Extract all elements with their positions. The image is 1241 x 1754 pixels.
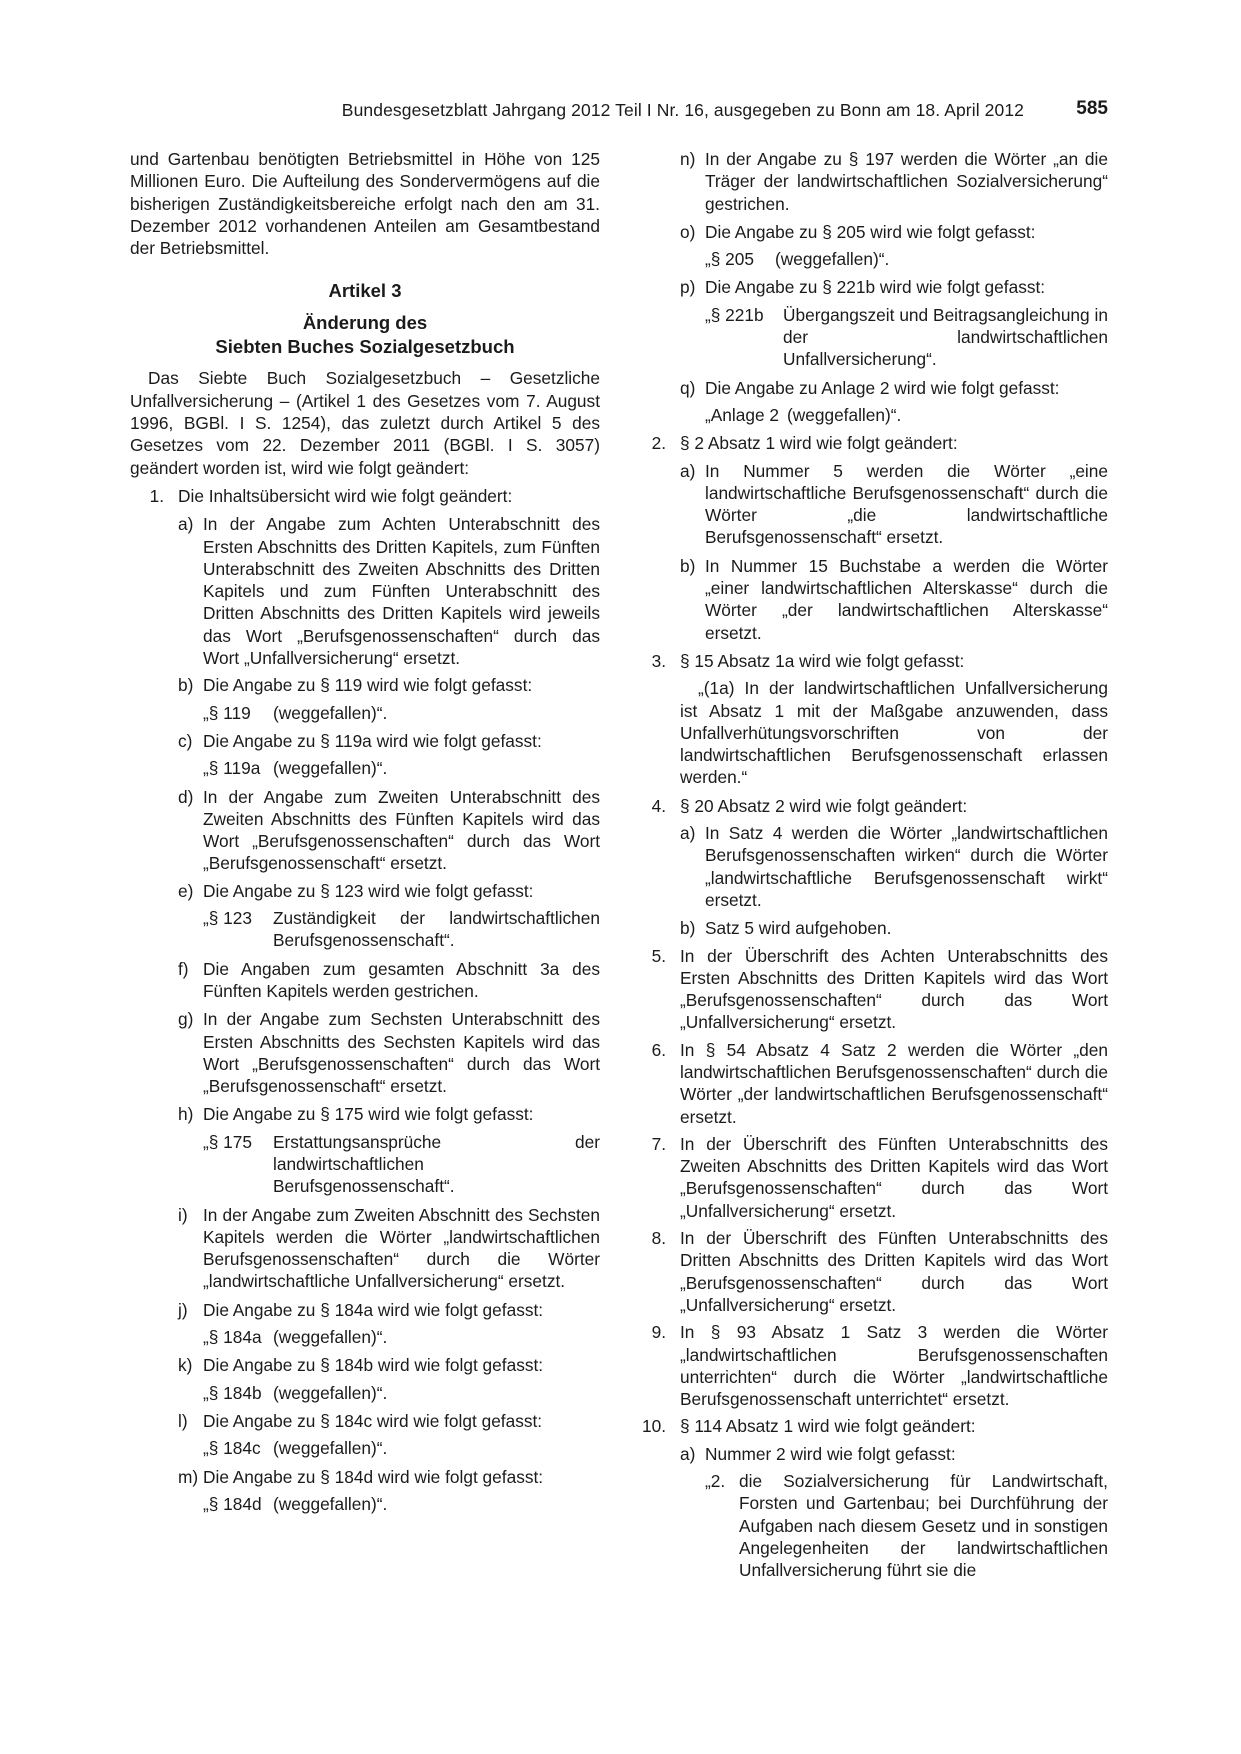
list-number: 9.: [651, 1322, 666, 1343]
sublist-label: a): [680, 460, 696, 481]
list-item-5: [638, 945, 1108, 1034]
right-column: [638, 148, 1108, 1582]
sublist-item-c: [178, 730, 600, 752]
quoted-text: (weggefallen)“.: [273, 1382, 388, 1403]
list-number: 5.: [651, 945, 666, 966]
left-column: [130, 148, 600, 1515]
sublist-item-j: [178, 1299, 600, 1321]
sublist-label: b): [680, 555, 696, 576]
sublist-text: In der Angabe zum Zweiten Unterabschnitt des Zweiten Abschnitts des Fünften Kapitels wird das Wort „Berufsgenossenschaften“ durch das Wort „Berufsgenossenschaft“ ersetzt.: [203, 786, 600, 874]
quoted-label: „§ 184b: [203, 1382, 262, 1403]
sublist-item-b: [680, 917, 1108, 939]
page-number: 585: [1076, 98, 1108, 119]
quoted-label: „§ 205: [705, 249, 755, 270]
list-number: 3.: [651, 650, 666, 671]
quoted-label: „§ 184d: [203, 1493, 262, 1514]
sublist-text: In der Angabe zum Sechsten Unterabschnitt des Ersten Abschnitts des Sechsten Kapitels wird das Wort „Berufsgenossenschaften“ durch das Wort „Berufsgenossenschaft“ ersetzt.: [203, 1009, 600, 1097]
list-item-10: [638, 1415, 1108, 1437]
sublist-item-m: [178, 1466, 600, 1488]
sublist-label: i): [178, 1204, 188, 1225]
list-text: § 2 Absatz 1 wird wie folgt geändert:: [680, 433, 958, 454]
sublist-label: a): [178, 514, 194, 535]
sublist-item-d: [178, 786, 600, 875]
sublist-text: Die Angabe zu § 184a wird wie folgt gefasst:: [203, 1299, 544, 1320]
quoted-label: „§ 123: [203, 908, 253, 929]
list-text: In der Überschrift des Achten Unterabschnitts des Ersten Abschnitts des Dritten Kapitels wird das Wort „Berufsgenossenschaften“ durch das Wort „Unfallversicherung“ ersetzt.: [680, 945, 1108, 1033]
page-header: [130, 100, 1108, 126]
sublist-text: Die Angabe zu § 119 wird wie folgt gefasst:: [203, 675, 533, 696]
list-item-9: [638, 1321, 1108, 1410]
sublist-text: In Nummer 5 werden die Wörter „eine landwirtschaftliche Berufsgenossenschaft“ durch die Wörter „die landwirtschaftliche Berufsgenossenschaft“ ersetzt.: [705, 460, 1108, 548]
list-number: 6.: [651, 1039, 666, 1060]
quoted-entry: [705, 248, 1108, 270]
list-item-4: [638, 795, 1108, 817]
sublist-label: n): [680, 149, 696, 169]
sublist-text: Die Angabe zu § 175 wird wie folgt gefasst:: [203, 1104, 534, 1125]
sublist-text: Die Angaben zum gesamten Abschnitt 3a des Fünften Kapitels werden gestrichen.: [203, 958, 600, 1001]
article-subtitle-line-2: Siebten Buches Sozialgesetzbuch: [215, 335, 515, 357]
quoted-entry: [203, 757, 600, 779]
sublist-text: Die Angabe zu Anlage 2 wird wie folgt gefasst:: [705, 377, 1060, 398]
quoted-entry: [203, 907, 600, 952]
list-item-2: [638, 432, 1108, 454]
quoted-entry: [203, 1437, 600, 1459]
sublist-label: b): [178, 675, 194, 696]
sublist-item-i: [178, 1204, 600, 1293]
quoted-entry: [203, 1131, 600, 1198]
sublist-label: a): [680, 1443, 696, 1464]
running-header: Bundesgesetzblatt Jahrgang 2012 Teil I Nr. 16, ausgegeben zu Bonn am 18. April 2012: [341, 100, 1024, 120]
sublist-item-q: [680, 377, 1108, 399]
sublist-label: k): [178, 1355, 193, 1376]
sublist-label: d): [178, 786, 194, 807]
quoted-text: (weggefallen)“.: [273, 758, 388, 779]
sublist-item-l: [178, 1410, 600, 1432]
sublist-4: [680, 822, 1108, 939]
list-item-3: [638, 650, 1108, 672]
sublist-text: Die Angabe zu § 119a wird wie folgt gefasst:: [203, 730, 542, 751]
sublist-text: Die Angabe zu § 184c wird wie folgt gefasst:: [203, 1410, 543, 1431]
list-text: In § 93 Absatz 1 Satz 3 werden die Wörter „landwirtschaftlichen Berufsgenossenschaften unterrichten“ durch die Wörter „landwirtschaftliche Berufsgenossenschaft unterrichtet“ ersetzt.: [680, 1322, 1108, 1410]
sublist-item-p: [680, 276, 1108, 298]
quoted-entry: [203, 1326, 600, 1348]
sublist-text: In der Angabe zu § 197 werden die Wörter „an die Träger der landwirtschaftlichen Sozialversicherung“ gestrichen.: [705, 149, 1108, 214]
sublist-label: m): [178, 1466, 199, 1487]
sublist-label: a): [680, 823, 696, 844]
quoted-label: „§ 175: [203, 1131, 253, 1152]
sublist-text: Die Angabe zu § 205 wird wie folgt gefasst:: [705, 221, 1036, 242]
sublist-text: Die Angabe zu § 184b wird wie folgt gefasst:: [203, 1355, 544, 1376]
article-title: Artikel 3: [328, 280, 402, 302]
sublist-10: [680, 1443, 1108, 1582]
sublist-1: [178, 513, 600, 1515]
quoted-text: Übergangszeit und Beitragsangleichung in der landwirtschaftlichen Unfallversicherung“.: [783, 304, 1108, 370]
list-text: In § 54 Absatz 4 Satz 2 werden die Wörter „den landwirtschaftlichen Berufsgenossenschaften“ durch die Wörter „der landwirtschaftlichen Berufsgenossenschaft“ ersetzt.: [680, 1039, 1108, 1127]
quoted-label: „§ 221b: [705, 304, 764, 325]
quoted-text: (weggefallen)“.: [273, 1493, 388, 1514]
list-item-8: [638, 1227, 1108, 1316]
quoted-entry: [203, 1493, 600, 1515]
list-text: § 15 Absatz 1a wird wie folgt gefasst:: [680, 650, 965, 671]
sublist-item-b: [680, 555, 1108, 644]
list-item-1: [130, 485, 600, 507]
sublist-text: In Satz 4 werden die Wörter „landwirtschaftlichen Berufsgenossenschaften wirken“ durch die Wörter „landwirtschaftliche Berufsgenossenschaft wirkt“ ersetzt.: [705, 823, 1108, 910]
quoted-label: „Anlage 2: [705, 404, 779, 425]
quoted-label: „§ 119a: [203, 758, 261, 779]
quoted-text: (weggefallen)“.: [273, 702, 388, 723]
sublist-label: l): [178, 1410, 188, 1431]
list-text: Die Inhaltsübersicht wird wie folgt geändert:: [178, 485, 513, 506]
quoted-text: (weggefallen)“.: [787, 404, 902, 425]
list-item-7: [638, 1133, 1108, 1222]
sublist-text: Die Angabe zu § 123 wird wie folgt gefasst:: [203, 880, 534, 901]
quoted-entry: [203, 702, 600, 724]
sublist-label: h): [178, 1104, 194, 1125]
quoted-entry: [705, 304, 1108, 371]
preamble-paragraph: Das Siebte Buch Sozialgesetzbuch – Gesetzliche Unfallversicherung – (Artikel 1 des Gesetzes vom 7. August 1996, BGBl. I S. 1254), das zuletzt durch Artikel 5 des Gesetzes vom 22. Dezember 2011 (BGBl. I S. 3057) geändert worden ist, wird wie folgt geändert:: [130, 368, 600, 478]
quoted-label: „§ 184a: [203, 1327, 262, 1348]
list-number: 4.: [651, 795, 666, 816]
sublist-text: Satz 5 wird aufgehoben.: [705, 918, 892, 939]
quoted-entry: [203, 1382, 600, 1404]
quoted-label: „2.: [705, 1471, 726, 1492]
quoted-text: die Sozialversicherung für Landwirtschaft, Forsten und Gartenbau; bei Durchführung der Aufgaben nach diesem Gesetz und in sonstigen Angelegenheiten der landwirtschaftlichen Unfallversicherung führt sie die: [739, 1471, 1108, 1581]
sublist-text: Die Angabe zu § 221b wird wie folgt gefasst:: [705, 277, 1046, 298]
sublist-label: e): [178, 880, 194, 901]
list-number: 2.: [651, 433, 666, 454]
sublist-text: In der Angabe zum Zweiten Abschnitt des Sechsten Kapitels werden die Wörter „landwirtschaftlichen Berufsgenossenschaften“ durch die Wörter „landwirtschaftliche Unfallversicherung“ ersetzt.: [203, 1204, 600, 1292]
sublist-2: [680, 460, 1108, 644]
sublist-item-g: [178, 1008, 600, 1097]
sublist-item-a: [680, 822, 1108, 911]
sublist-item-a: [680, 1443, 1108, 1465]
intro-paragraph: und Gartenbau benötigten Betriebsmittel in Höhe von 125 Millionen Euro. Die Aufteilung des Sondervermögens auf die bisherigen Zuständigkeitsbereiche erfolgt nach den am 31. Dezember 2012 vorhandenen Anteilen am Gesamtbestand der Betriebsmittel.: [130, 149, 600, 259]
sublist-item-a: [680, 460, 1108, 549]
sublist-text: Nummer 2 wird wie folgt gefasst:: [705, 1443, 956, 1464]
sublist-label: c): [178, 730, 193, 751]
quoted-text: (weggefallen)“.: [775, 249, 890, 270]
quoted-text: Erstattungsansprüche der landwirtschaftlichen Berufsgenossenschaft“.: [273, 1131, 600, 1197]
sublist-text: In Nummer 15 Buchstabe a werden die Wörter „einer landwirtschaftlichen Alterskasse“ durch die Wörter „der landwirtschaftlichen Alterskasse“ ersetzt.: [705, 555, 1108, 643]
sublist-1-continued: [680, 148, 1108, 426]
quoted-label: „§ 119: [203, 702, 251, 723]
sublist-text: Die Angabe zu § 184d wird wie folgt gefasst:: [203, 1466, 544, 1487]
sublist-item-a: [178, 513, 600, 669]
list-text: § 114 Absatz 1 wird wie folgt geändert:: [680, 1416, 976, 1437]
quoted-label: „§ 184c: [203, 1438, 261, 1459]
sublist-label: p): [680, 277, 696, 298]
quoted-entry: [705, 404, 1108, 426]
sublist-label: j): [178, 1299, 188, 1320]
quoted-entry: [705, 1470, 1108, 1581]
list-number: 8.: [651, 1228, 666, 1249]
sublist-item-f: [178, 958, 600, 1003]
sublist-item-b: [178, 674, 600, 696]
quoted-text: (weggefallen)“.: [273, 1438, 388, 1459]
article-subtitle-line-1: Änderung des: [302, 312, 428, 334]
list-text: § 20 Absatz 2 wird wie folgt geändert:: [680, 795, 968, 816]
sublist-label: q): [680, 377, 696, 398]
sublist-label: g): [178, 1009, 194, 1030]
quoted-text: (weggefallen)“.: [273, 1327, 388, 1348]
list-number: 1.: [149, 485, 164, 506]
list-number: 7.: [651, 1133, 666, 1154]
sublist-item-o: [680, 221, 1108, 243]
sublist-text: In der Angabe zum Achten Unterabschnitt des Ersten Abschnitts des Dritten Kapitels, zum Fünften Unterabschnitt des Zweiten Abschnitts des Dritten Kapitels und zum Fünften Unterabschnitt des Dritten Abschnitts des Dritten Kapitels wird jeweils das Wort „Berufsgenossenschaften“ durch das Wort „Unfallversicherung“ ersetzt.: [203, 514, 600, 669]
sublist-item-h: [178, 1103, 600, 1125]
list-number: 10.: [641, 1416, 666, 1437]
sublist-item-n: [680, 148, 1108, 215]
list-item-6: [638, 1039, 1108, 1128]
sublist-label: b): [680, 918, 696, 939]
sublist-label: o): [680, 221, 696, 242]
quoted-text: Zuständigkeit der landwirtschaftlichen Berufsgenossenschaft“.: [273, 908, 600, 951]
quoted-paragraph: „(1a) In der landwirtschaftlichen Unfallversicherung ist Absatz 1 mit der Maßgabe anzuwenden, dass Unfallverhütungsvorschriften von der landwirtschaftlichen Berufsgenossenschaft erlassen werden.“: [680, 678, 1108, 788]
list-text: In der Überschrift des Fünften Unterabschnitts des Zweiten Abschnitts des Dritten Kapitels wird das Wort „Berufsgenossenschaften“ durch das Wort „Unfallversicherung“ ersetzt.: [680, 1133, 1108, 1221]
list-text: In der Überschrift des Fünften Unterabschnitts des Dritten Abschnitts des Dritten Kapitels wird das Wort „Berufsgenossenschaften“ durch das Wort „Unfallversicherung“ ersetzt.: [680, 1228, 1108, 1315]
sublist-label: f): [178, 958, 189, 979]
sublist-item-k: [178, 1354, 600, 1376]
sublist-item-e: [178, 880, 600, 902]
